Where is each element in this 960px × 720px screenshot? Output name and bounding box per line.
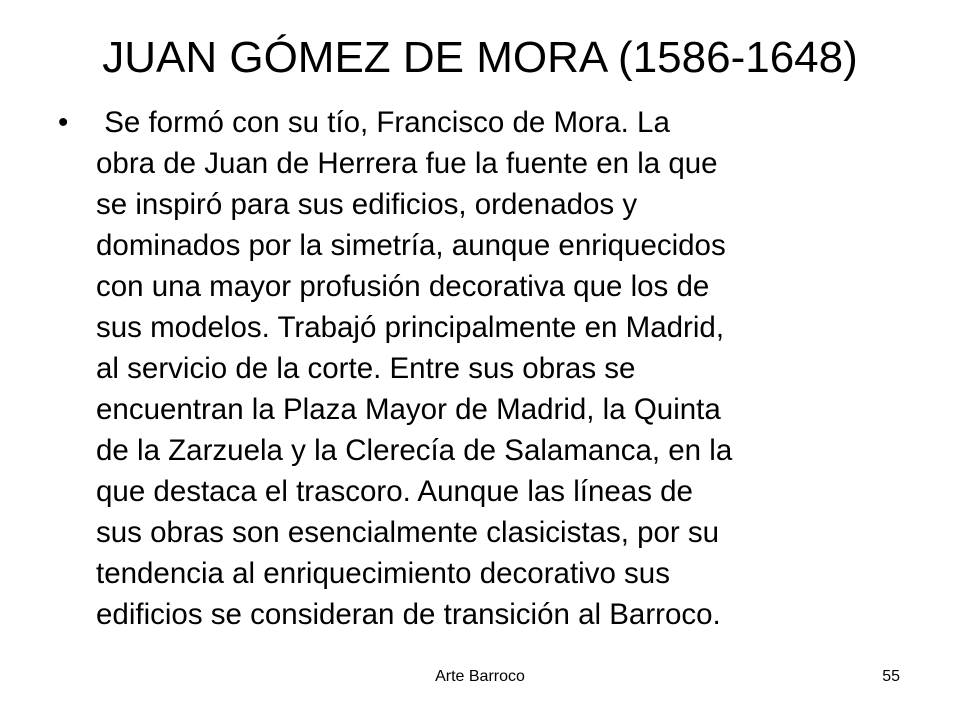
slide-content <box>56 102 916 635</box>
bullet-line-2: obra de Juan de Herrera fue la fuente en la que <box>96 147 718 180</box>
bullet-line-11: sus obras son esencialmente clasicistas, por su <box>96 516 720 549</box>
footer-text: Arte Barroco <box>435 668 525 685</box>
bullet-line-7: al servicio de la corte. Entre sus obras se <box>96 352 636 385</box>
bullet-line-13: edificios se consideran de transición al Barroco. <box>96 598 721 631</box>
slide-title: JUAN GÓMEZ DE MORA (1586-1648) <box>102 33 858 82</box>
bullet-line-1: Se formó con su tío, Francisco de Mora. La <box>96 106 670 139</box>
bullet-line-5: con una mayor profusión decorativa que los de <box>96 270 710 303</box>
page-number: 55 <box>882 668 900 685</box>
bullet-line-12: tendencia al enriquecimiento decorativo sus <box>96 557 670 590</box>
bullet-line-4: dominados por la simetría, aunque enriquecidos <box>96 229 726 262</box>
bullet-line-9: de la Zarzuela y la Clerecía de Salamanca, en la <box>96 434 733 467</box>
bullet-line-6: sus modelos. Trabajó principalmente en Madrid, <box>96 311 725 344</box>
bullet-item <box>56 102 916 635</box>
bullet-line-10: que destaca el trascoro. Aunque las líneas de <box>96 475 693 508</box>
bullet-line-3: se inspiró para sus edificios, ordenados y <box>96 188 638 221</box>
bullet-marker: • <box>58 106 69 139</box>
bullet-line-8: encuentran la Plaza Mayor de Madrid, la Quinta <box>96 393 721 426</box>
